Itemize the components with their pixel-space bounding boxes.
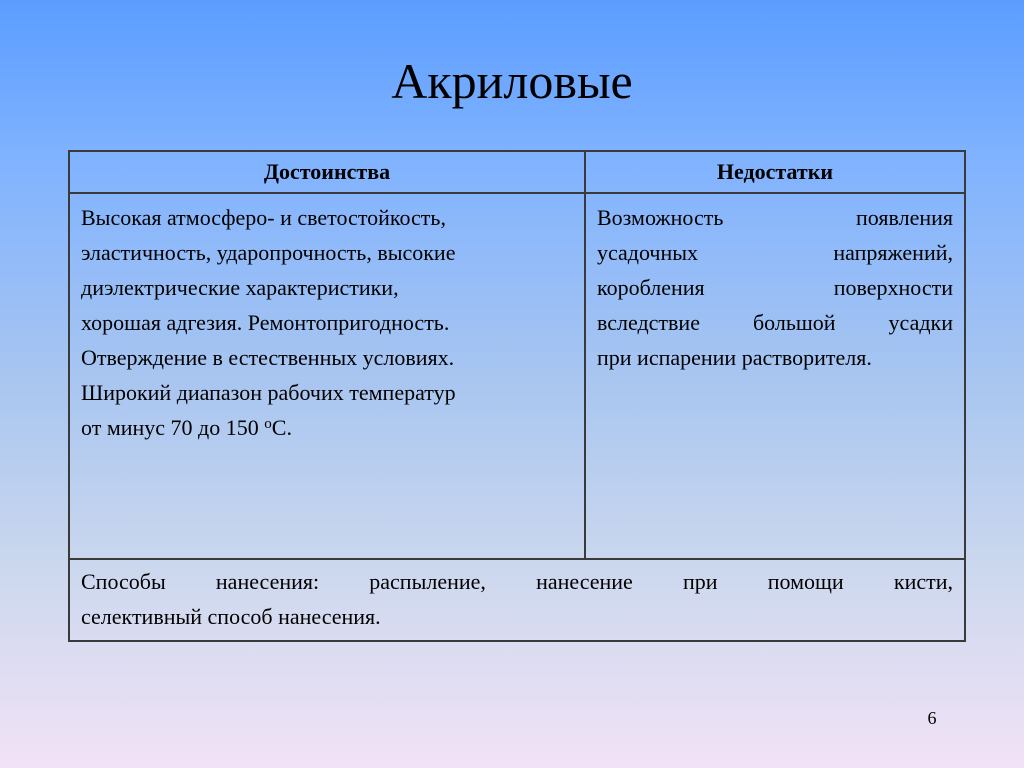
advantages-line: диэлектрические характеристики, bbox=[81, 275, 399, 300]
advantages-line: Отверждение в естественных условиях. bbox=[81, 345, 455, 370]
advantages-line: хорошая адгезия. Ремонтопригодность. bbox=[81, 310, 450, 335]
table-row bbox=[69, 193, 965, 559]
disadvantages-line: усадочных напряжений, bbox=[597, 240, 953, 265]
advantages-line: Широкий диапазон рабочих температур bbox=[81, 380, 456, 405]
disadvantages-line: вследствие большой усадки bbox=[597, 310, 953, 335]
disadvantages-line: Возможность появления bbox=[597, 205, 953, 230]
disadvantages-line: при испарении растворителя. bbox=[597, 345, 872, 370]
disadvantages-cell bbox=[585, 193, 965, 559]
comparison-table bbox=[68, 150, 966, 642]
advantages-cell bbox=[69, 193, 585, 559]
slide-number: 6 bbox=[927, 708, 937, 728]
application-methods-line: селективный способ нанесения. bbox=[81, 604, 381, 629]
temperature-range-text: от минус 70 до 150 bbox=[81, 415, 265, 440]
application-methods-cell bbox=[69, 559, 965, 641]
advantages-line: Высокая атмосферо- и светостойкость, bbox=[81, 205, 446, 230]
table-row bbox=[69, 559, 965, 641]
application-methods-line: Способы нанесения: распыление, нанесение при помощи кисти, bbox=[81, 569, 953, 594]
degree-superscript: о bbox=[264, 416, 272, 432]
disadvantages-line: коробления поверхности bbox=[597, 275, 953, 300]
temperature-range-line bbox=[81, 410, 573, 445]
disadvantages-header: Недостатки bbox=[585, 151, 965, 193]
advantages-line: эластичность, ударопрочность, высокие bbox=[81, 240, 456, 265]
slide-title: Акриловые bbox=[391, 53, 633, 109]
temperature-unit: С. bbox=[271, 415, 292, 440]
table-header-row bbox=[69, 151, 965, 193]
advantages-header: Достоинства bbox=[69, 151, 585, 193]
